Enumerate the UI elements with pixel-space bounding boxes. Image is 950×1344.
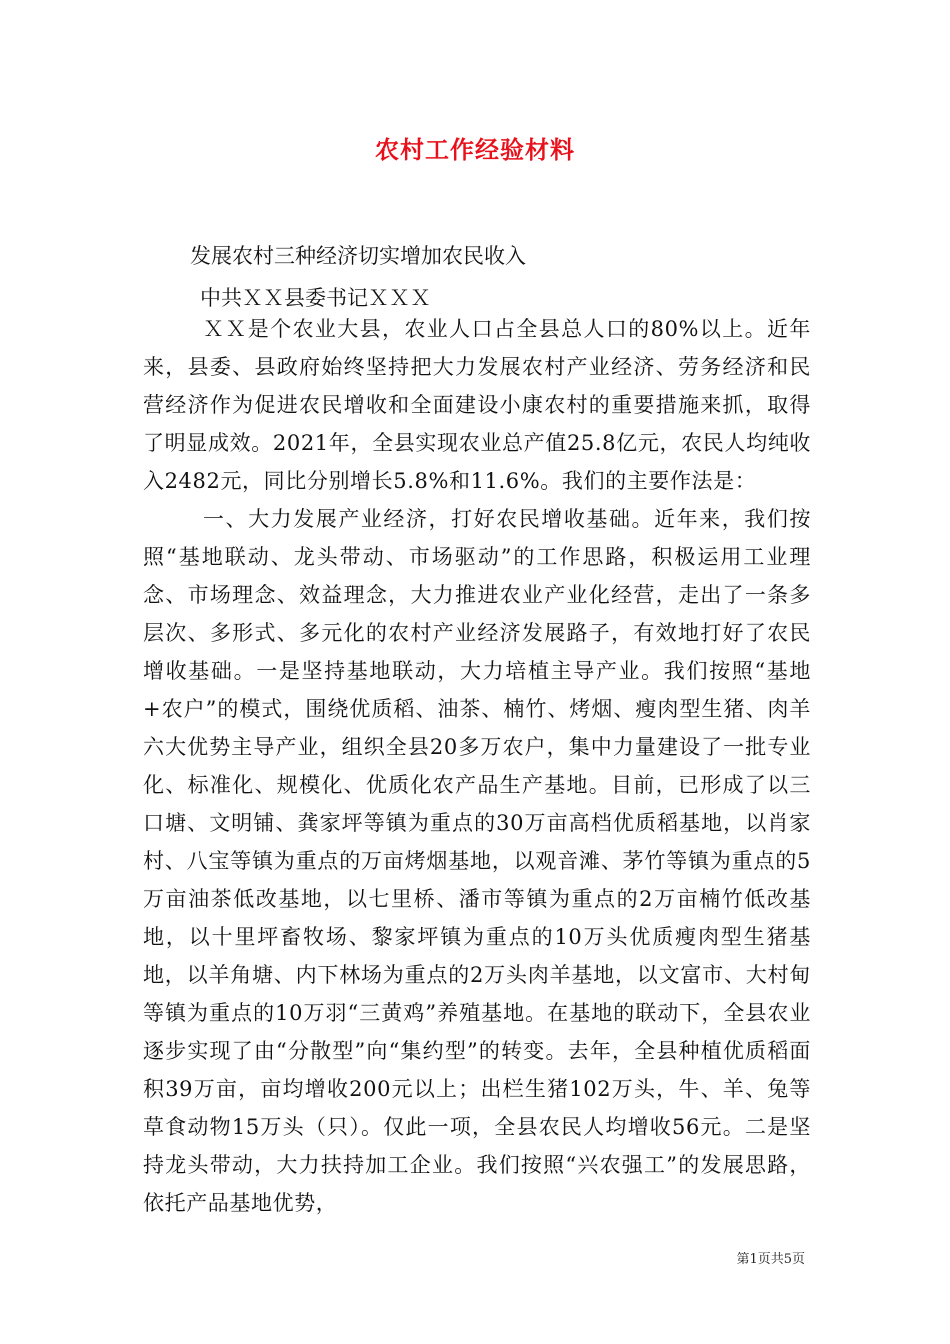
page-number: 第1页共5页 bbox=[736, 1252, 805, 1267]
document-author: 中共ＸＸ县委书记ＸＸＸ bbox=[200, 286, 431, 310]
page-title: 农村工作经验材料 bbox=[375, 135, 575, 164]
document-subtitle: 发展农村三种经济切实增加农民收入 bbox=[190, 244, 526, 268]
body-paragraph: 一、大力发展产业经济，打好农民增收基础。近年来，我们按照“基地联动、龙头带动、市场驱动”的工作思路，积极运用工业理念、市场理念、效益理念，大力推进农业产业化经营，走出了一条多层次、多形式、多元化的农村产业经济发展路子，有效地打好了农民增收基础。一是坚持基地联动，大力培植主导产业。我们按照“基地+农户”的模式，围绕优质稻、油茶、楠竹、烤烟、瘦肉型生猪、肉羊六大优势主导产业，组织全县20多万农户，集中力量建设了一批专业化、标准化、规模化、优质化农产品生产基地。目前，已形成了以三口塘、文明铺、龚家坪等镇为重点的30万亩高档优质稻基地，以肖家村、八宝等镇为重点的万亩烤烟基地，以观音滩、茅竹等镇为重点的5万亩油茶低改基地，以七里桥、潘市等镇为重点的2万亩楠竹低改基地，以十里坪畜牧场、黎家坪镇为重点的10万头优质瘦肉型生猪基地，以羊角塘、内下林场为重点的2万头肉羊基地，以文富市、大村甸等镇为重点的10万羽“三黄鸡”养殖基地。在基地的联动下，全县农业逐步实现了由“分散型”向“集约型”的转变。去年，全县种植优质稻面积39万亩，亩均增收200元以上；出栏生猪102万头，牛、羊、兔等草食动物15万头（只）。仅此一项，全县农民人均增收56元。二是坚持龙头带动，大力扶持加工企业。我们按照“兴农强工”的发展思路，依托产品基地优势， bbox=[143, 507, 811, 1215]
document-body bbox=[143, 310, 811, 1222]
body-paragraph: ＸＸ是个农业大县，农业人口占全县总人口的80%以上。近年来，县委、县政府始终坚持把大力发展农村产业经济、劳务经济和民营经济作为促进农民增收和全面建设小康农村的重要措施来抓，取得了明显成效。2021年，全县实现农业总产值25.8亿元，农民人均纯收入2482元，同比分别增长5.8%和11.6%。我们的主要作法是： bbox=[143, 317, 811, 493]
